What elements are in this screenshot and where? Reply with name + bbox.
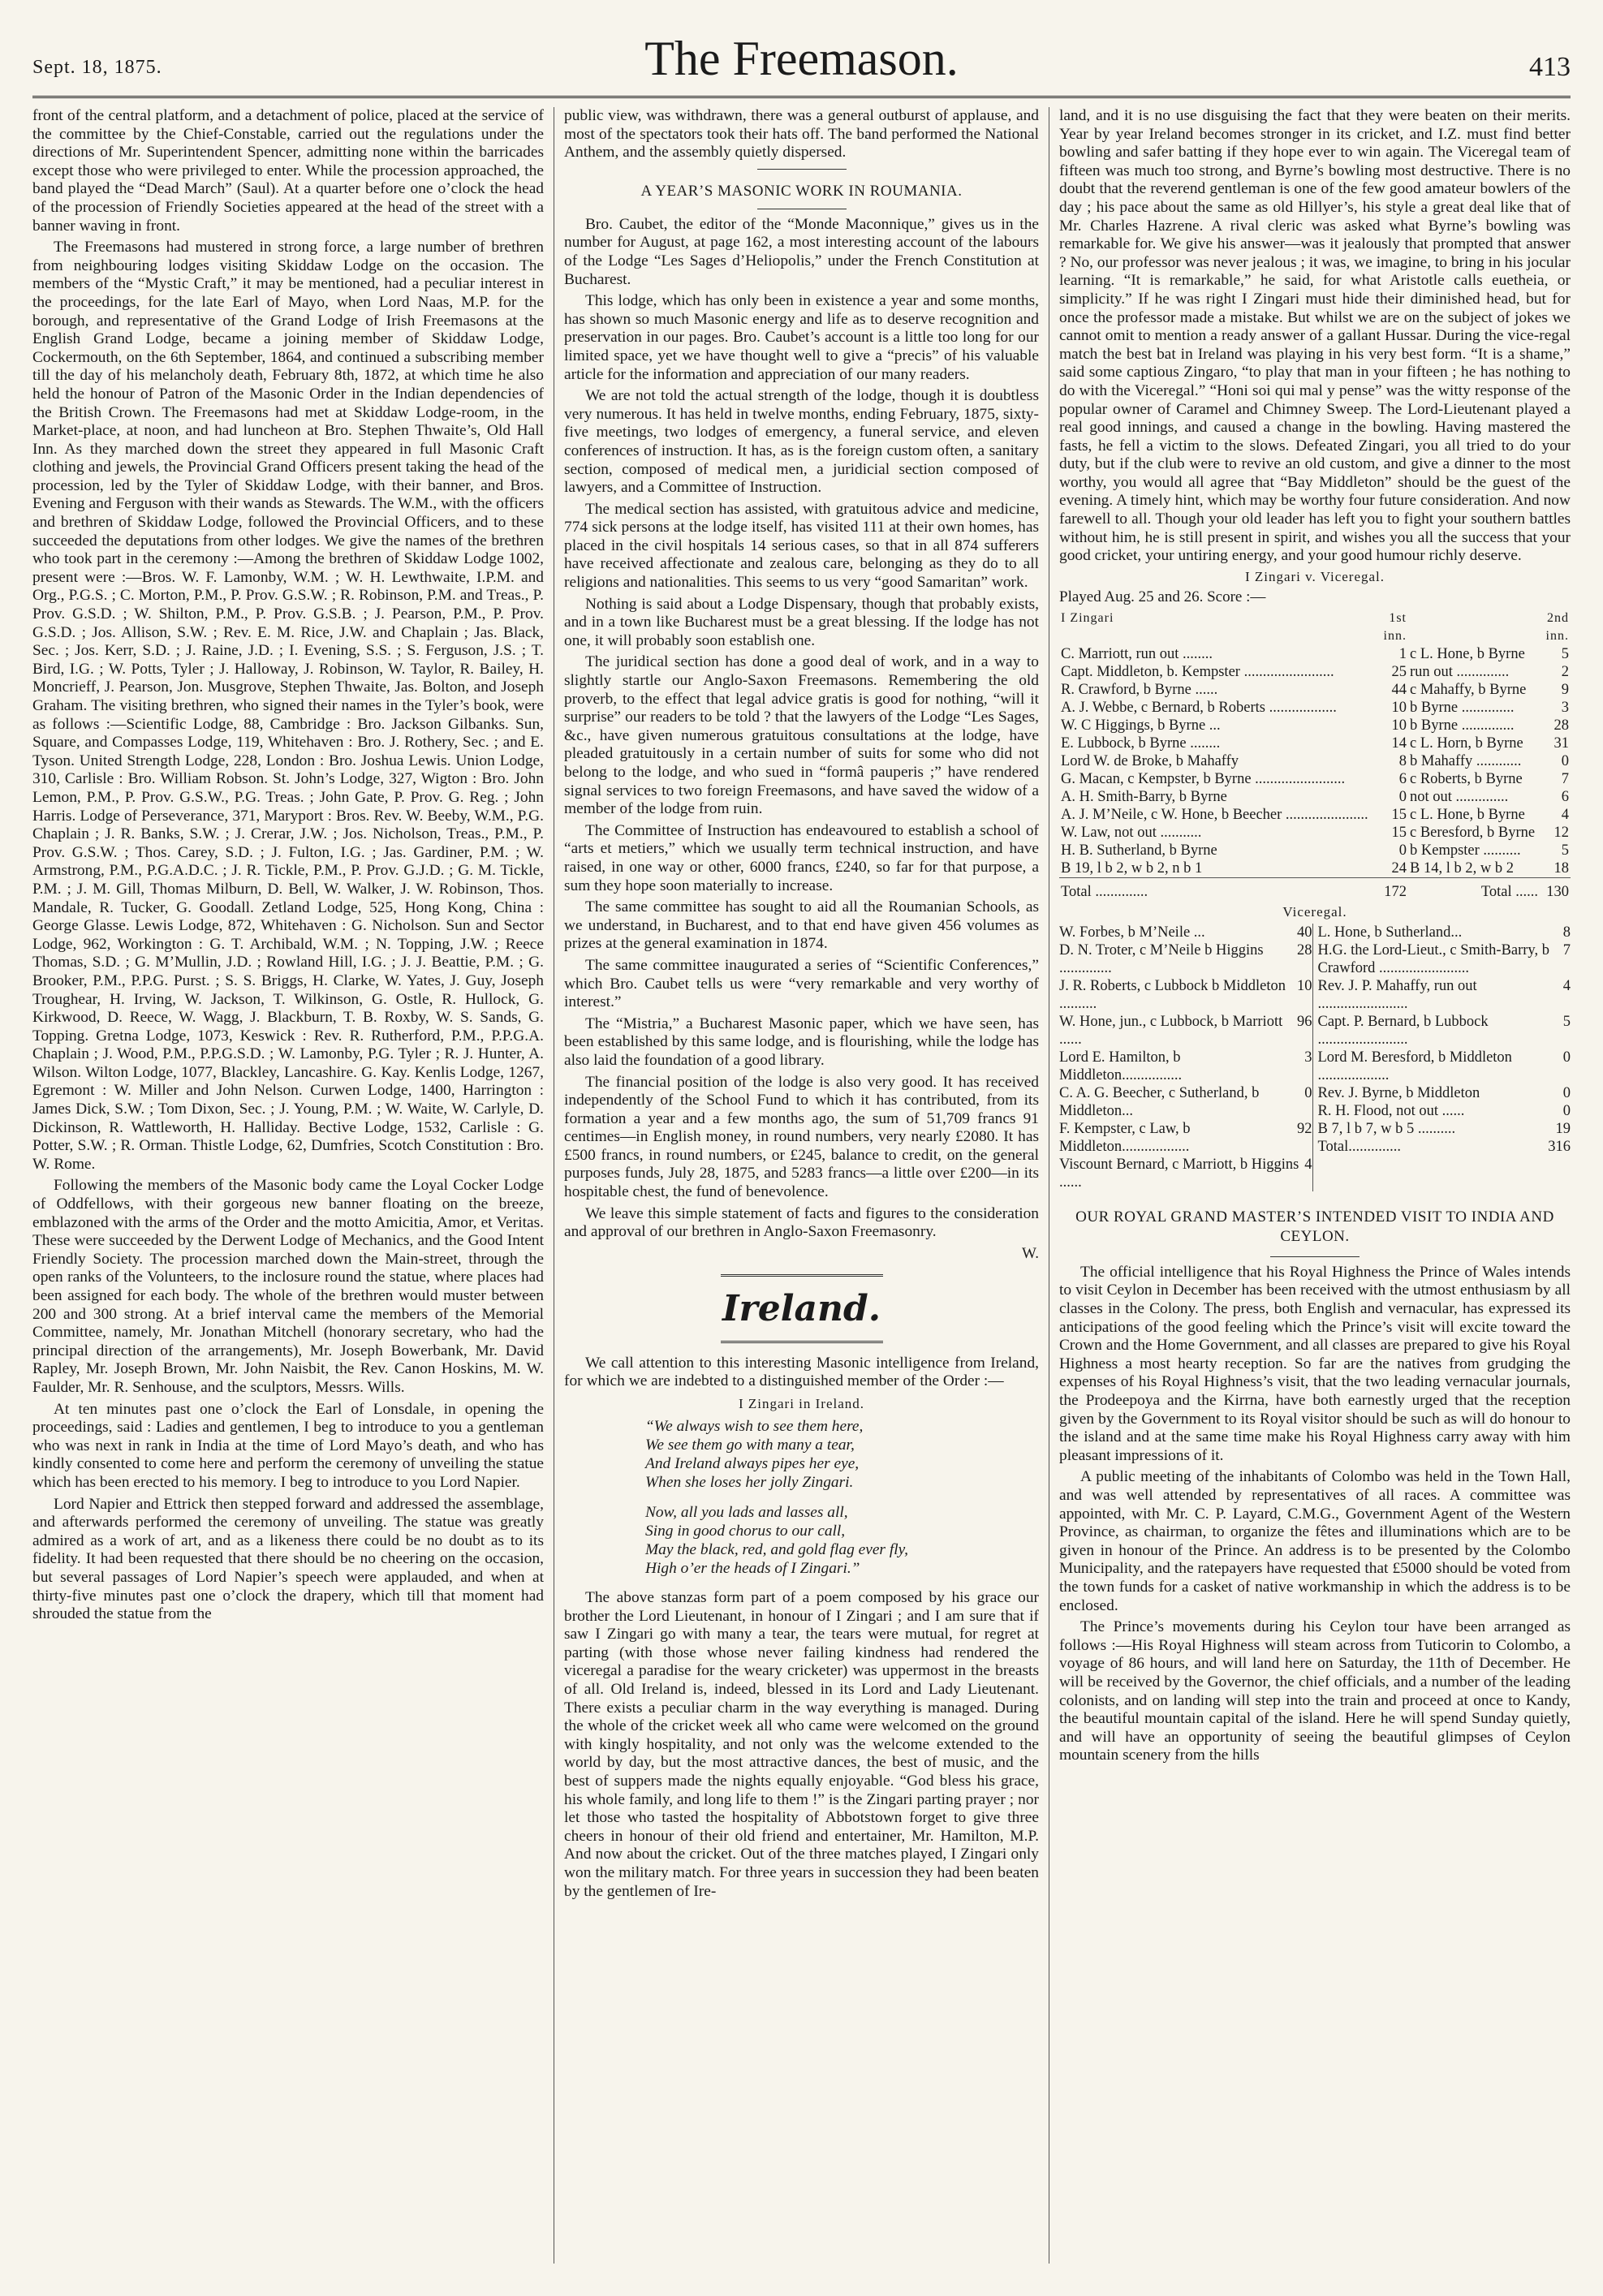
section-rule xyxy=(721,1274,883,1277)
scorecard-row xyxy=(1059,1084,1312,1120)
score-second: 0 xyxy=(1561,752,1569,769)
score-name: A. H. Smith-Barry, b Byrne xyxy=(1061,788,1227,805)
runs: 5 xyxy=(1562,1013,1571,1030)
batsman: Total.............. xyxy=(1317,1138,1401,1155)
runs: 28 xyxy=(1297,941,1312,958)
score-first: 14 xyxy=(1391,734,1407,752)
score-second: 5 xyxy=(1561,645,1569,662)
runs: 3 xyxy=(1304,1049,1312,1066)
column-2 xyxy=(564,107,1039,2264)
score-second-how: b Byrne .............. xyxy=(1410,699,1515,716)
score-first: 8 xyxy=(1398,752,1407,769)
article-paragraph: The “Mistria,” a Bucharest Masonic paper, which we have seen, has been established by this same lodge, and is flourishing, while the lodge has also laid the foundation of a good library. xyxy=(564,1014,1039,1069)
article-paragraph: The financial position of the lodge is also very good. It has received independently of the School Fund to which it has contributed, from its formation a year and a few months ago, the sum of 51,709 francs 91 centimes—in English money, in round numbers, very nearly £2080. It has £500 francs, in round numbers, or £245, balance to credit, on the general purposes funds, July 28, 1875, and 5283 francs—a little over £200—in its hospitable chest, the fund of benevolence. xyxy=(564,1073,1039,1201)
runs: 92 xyxy=(1297,1120,1312,1137)
masthead xyxy=(32,31,1571,93)
total-second-label: Total ...... xyxy=(1408,877,1540,901)
score-second: 3 xyxy=(1561,699,1569,716)
score-second: 7 xyxy=(1561,770,1569,787)
score-name: W. Law, not out ........... xyxy=(1061,824,1202,841)
scorecard-row xyxy=(1059,859,1571,878)
score-second-how: not out .............. xyxy=(1410,788,1509,805)
scorecard-row xyxy=(1318,1120,1571,1138)
score-name: R. Crawford, b Byrne ...... xyxy=(1061,681,1218,698)
runs: 10 xyxy=(1297,977,1312,994)
poem-line: “We always wish to see them here, xyxy=(645,1418,864,1436)
article-paragraph: The juridical section has done a good deal of work, and in a way to slightly startle our Anglo-Saxon Freemasons. Remembering the old proverb, to the effect that legal advice gratis is good for nothing, “will it surprise” our readers to be told ? that the lawyers of the Lodge “Les Sages, &c., have given numerous gratuitous consultations at the lodge, have pleaded gratuitously in a certain number of suits for some who did not belong to the lodge, and who sued in “formâ pauperis ;” have rendered signal services to two foreign Freemasons, and have saved the widow of a member of the lodge from ruin. xyxy=(564,653,1039,818)
batsman: H.G. the Lord-Lieut., c Smith-Barry, b Crawford ........................ xyxy=(1317,941,1549,976)
scorecard-row xyxy=(1059,1156,1312,1191)
runs: 0 xyxy=(1304,1084,1312,1101)
score-second: 4 xyxy=(1561,806,1569,823)
newspaper-title: The Freemason. xyxy=(644,32,959,85)
article-paragraph: The above stanzas form part of a poem composed by his grace our brother the Lord Lieutenant, in honour of I Zingari ; and I am sure that if saw I Zingari go with many a tear, the tears were mutual, for regret at parting (with those whose never failing kindness had rendered the viceregal a paradise for the weary cricketer) was uppermost in the breasts of all. Old Ireland is, indeed, blessed in its Lord and Lady Lieutenant. There exists a peculiar charm in the way everything is managed. During the whole of the cricket week all who came were welcomed on the ground with kingly hospitality, and not only was the welcome extended to the world by day, but the most attractive dances, the best of music, and the best of suppers made the nights equally enjoyable. “God bless his grace, his whole family, and long life to them !” is the Zingari parting prayer ; nor let those who tasted the hospitality of Abbotstown forget to give three cheers in honour of their old friend and entertainer, Mr. Hamilton, M.P. And now about the cricket. Out of the three matches played, I Zingari only won the military match. For three years in succession they had been beaten by the gentlemen of Ire- xyxy=(564,1589,1039,1900)
section-rule xyxy=(721,1341,883,1343)
score-name: A. J. M’Neile, c W. Hone, b Beecher ...................... xyxy=(1061,806,1368,823)
column-3 xyxy=(1059,107,1571,2264)
column-1 xyxy=(32,107,544,2264)
scorecard-row xyxy=(1059,734,1571,752)
poem-title: I Zingari in Ireland. xyxy=(738,1396,865,1412)
batsman: Lord M. Beresford, b Middleton ................... xyxy=(1317,1049,1512,1083)
article-paragraph: The same committee inaugurated a series of “Scientific Conferences,” which Bro. Caubet tells us were “very remarkable and very worthy of interest.” xyxy=(564,956,1039,1011)
scorecard-heading: I Zingari v. Viceregal. xyxy=(1244,568,1385,584)
score-second-how: b Kempster .......... xyxy=(1410,842,1521,859)
score-second-how: c L. Hone, b Byrne xyxy=(1410,806,1525,823)
article-paragraph: Following the members of the Masonic body came the Loyal Cocker Lodge of Oddfellows, with their gorgeous new banner floating on the breeze, emblazoned with the arms of the Order and the motto Amicitia, Amor, et Veritas. These were succeeded by the Derwent Lodge of Mechanics, and the Good Intent Friendly Society. The procession marched down the Main-street, through the open ranks of the Volunteers, to the inclosure round the statue, where places had been assigned for each body. The whole of the brethren would muster between 200 and 300 strong. At a brief interval came the members of the Memorial Committee, namely, Mr. Jonathan Mitchell (honorary secretary, who had the principal direction of the arrangements), Mr. Joseph Bowerbank, Mr. David Rapley, Mr. Joseph Brown, Mr. John Naisbit, the Rev. Canon Hoskins, M. W. Faulder, Mr. R. Senhouse, and the sculptors, Messrs. Wills. xyxy=(32,1177,544,1396)
article-paragraph: The same committee has sought to aid all the Roumanian Schools, as we understand, in Bucharest, and to that end have given 456 volumes as prizes at the general examination in 1874. xyxy=(564,898,1039,953)
article-paragraph: This lodge, which has only been in existence a year and some months, has shown so much Masonic energy and life as to deserve recognition and preservation in our pages. Bro. Caubet’s account is a little too long for our limited space, yet we have thought well to give a “precis” of his valuable article for the information and appreciation of our many readers. xyxy=(564,292,1039,383)
section-rule xyxy=(757,169,847,170)
score-first: 1 xyxy=(1398,645,1407,662)
runs: 8 xyxy=(1562,924,1571,941)
score-first: 0 xyxy=(1398,842,1407,859)
batsman: R. H. Flood, not out ...... xyxy=(1317,1102,1465,1119)
poem-line: High o’er the heads of I Zingari.” xyxy=(645,1560,860,1578)
scorecard-row xyxy=(1318,977,1571,1013)
article-paragraph: At ten minutes past one o’clock the Earl of Lonsdale, in opening the proceedings, said : Ladies and gentlemen, I beg to introduce to you a gentleman who was next in rank in India at the time of Lord Mayo’s death, and who has kindly consented to come here and perform the ceremony of unveiling the statue which has been erected to his memory. I beg to introduce to you Lord Napier. xyxy=(32,1400,544,1491)
score-name: A. J. Webbe, c Bernard, b Roberts .................. xyxy=(1061,699,1337,716)
runs: 19 xyxy=(1555,1120,1571,1137)
score-name: C. Marriott, run out ........ xyxy=(1061,645,1213,662)
score-first: 15 xyxy=(1391,824,1407,841)
score-second: 6 xyxy=(1561,788,1569,805)
article-paragraph: The Freemasons had mustered in strong force, a large number of brethren from neighbouring lodges visiting Skiddaw Lodge on the occasion. The members of the “Mystic Craft,” it may be mentioned, had a peculiar interest in the proceedings, for the late Earl of Mayo, when Lord Naas, M.P. for the borough, and representative of the Grand Lodge of Irish Freemasons at the English Grand Lodge, became a joining member of Skiddaw Lodge, Cockermouth, on the 6th September, 1864, and continued a subscribing member till the day of his melancholy death, February 8th, 1872, at which time he also held the honour of Patron of the Masonic Order in the Indian dependencies of the British Crown. The Freemasons had met at Skiddaw Lodge-room, in the Market-place, at noon, and had luncheon at Bro. Stephen Thwaite’s, Old Hall Inn. As they marched down the street they appeared in full Masonic Craft clothing and jewels, the Provincial Grand Officers present taking the head of the procession, led by the Tyler of Skiddaw Lodge, with their banner, and Bros. Evening and Ferguson with their wands as Stewards. The W.M., with the officers and brethren of Skiddaw Lodge, followed the Provincial Officers, and to these succeeded the deputations from other lodges. We give the names of the brethren who took part in the ceremony :—Among the brethren of Skiddaw Lodge 1002, present were :—Bros. W. F. Lamonby, W.M. ; W. H. Lewthwaite, I.P.M. and Org., P.G.S. ; C. Morton, P.M., P. Prov. G.S.W. ; R. Robinson, P.M. and Treas., P. Prov. G.S.D. ; W. Shilton, P.M., P. Prov. G.S.B. ; J. Pearson, P.M., P. Prov. G.S.D. ; Jos. Allison, S.W. ; Rev. E. M. Rice, J.W. and Chaplain ; Jas. Black, Sec. ; Jos. Kerr, S.D. ; J. Raine, J.D. ; I. Evening, S.S. ; S. Ferguson, J.S. ; T. Bird, I.G. ; W. Potts, Tyler ; J. Halloway, J. Robinson, W. Taylor, R. Bailey, H. Moncrieff, J. Pearson, Jon. Musgrove, Stephen Thwaite, Jas. Bolton, and Joseph Graham. The visiting brethren, who signed their names in the Tyler’s book, were as follows :—Scientific Lodge, 88, Cambridge : Bro. Jackson Gilbanks. Sun, Square, and Compasses Lodge, 119, Whitehaven : Bro. J. Rothery, Sec. ; and E. Tyson. United Strength Lodge, 228, London : Bro. Joshua Lewis. Union Lodge, 310, Carlisle : Bro. William Robson. St. John’s Lodge, 327, Wigton : Bro. John Lemon, P.M., P. Prov. G.S.W., P.G. Treas. ; John Gate, P. Prov. G. Reg. ; John Harris. Lodge of Perseverance, 371, Maryport : Bros. Rev. W. Beeby, W.M., P.G. Chaplain ; J. R. Banks, S.W. ; J. Crerar, J.W. ; Jos. Nicholson, Treas., P.M., P. Prov. G.S.W. ; Thos. Carey, S.D. ; J. Fulton, I.G. ; Jas. Gardiner, P.M. ; W. Armstrong, P.M., P.G.A.D.C. ; J. R. Tickle, P.M., P. Prov. G.J.D. ; G. M. Tickle, P.M. ; J. M. Gill, Thomas Milburn, D. Bell, W. Walker, J. W. Robinson, Thos. Mandale, R. Tucker, G. Goodall. Zetland Lodge, 525, Hong Kong, China : George Glasse. Lewis Lodge, 872, Whitehaven : G. Nicholson. Sun and Sector Lodge, 962, Workington : G. T. Archibald, W.M. ; N. Topping, J.W. ; Reece Thomas, S.D. ; G. M’Mullin, J.D. ; Rowland Hill, I.G. ; J. J. Beattie, P.M. ; G. Brooker, P.M., P.P.G. Purst. ; S. S. Briggs, H. Clarke, W. Yates, J. Guy, Joseph Troughear, H. Irving, W. Jackson, T. Wilkinson, G. Ostle, R. Hullock, G. Kirkwood, D. Reece, W. Wagg, J. Blackburn, T. B. Roxby, W. S. Sands, G. Topping. Gretna Lodge, 1073, Keswick : Rev. R. Rutherford, P.M., P.P.G.A. Chaplain ; J. Wood, P.M., P.P.G.S.D. ; W. Lamonby, P.G. Tyler ; R. J. Hunter, A. Wilson. Wilton Lodge, 1077, Blackley, Lancashire. G. Kay. Kenlis Lodge, 1267, Egremont : W. Miller and John Nelson. Curwen Lodge, 1400, Harrington : James Dick, S.W. ; Tom Dixon, Sec. ; J. Young, P.M. ; W. Waite, W. Carlyle, D. Dickinson, R. Wattleworth, H. Halliday. Bective Lodge, 1532, Carlisle : G. Potter, S.W. ; R. Orman. Thistle Lodge, 62, Dumfries, Scotch Constitution : Bro. W. Rome. xyxy=(32,239,544,1173)
score-second-how: c Roberts, b Byrne xyxy=(1410,770,1523,787)
batsman: Capt. P. Bernard, b Lubbock ........................ xyxy=(1317,1013,1489,1048)
runs: 4 xyxy=(1562,977,1571,994)
score-first: 24 xyxy=(1391,859,1407,877)
scorecard-row xyxy=(1318,1084,1571,1102)
batsman: L. Hone, b Sutherland... xyxy=(1317,924,1463,941)
scorecard-row xyxy=(1318,1138,1571,1156)
poem-line: We see them go with many a tear, xyxy=(645,1437,855,1454)
batsman: Rev. J. P. Mahaffy, run out ........................ xyxy=(1317,977,1477,1012)
score-second-how: c L. Horn, b Byrne xyxy=(1410,734,1523,752)
score-name: G. Macan, c Kempster, b Byrne ........................ xyxy=(1061,770,1346,787)
scorecard-row xyxy=(1318,924,1571,941)
score-second: 31 xyxy=(1553,734,1569,752)
batsman: D. N. Troter, c M’Neile b Higgins .............. xyxy=(1059,941,1264,976)
article-paragraph: The official intelligence that his Royal Highness the Prince of Wales intends to visit Ceylon in December has been received with the utmost enthusiasm by all classes in the Colony. The press, both English and vernacular, has expressed its anticipations of the good feeling which the Prince’s visit will excite toward the Crown and the Home Government, and all classes are prepared to give his Royal Highness a most hearty reception. So far are the natives from grudging the expenses of his Royal Highness’s visit, that the two leading vernacular journals, the Prodeepoya and the Kirrna, have both earnestly urged that the reception given by the Government to its Royal visitor should be such as will do honour to the island and at the same time make his Royal Highness carry away with him pleasant impressions of it. xyxy=(1059,1263,1571,1464)
score-second-how: B 14, l b 2, w b 2 xyxy=(1410,859,1514,877)
innings-label: 1st inn. xyxy=(1383,610,1407,643)
runs: 0 xyxy=(1562,1084,1571,1101)
total-second: 130 xyxy=(1540,877,1571,901)
batsman: W. Hone, jun., c Lubbock, b Marriott ...... xyxy=(1059,1013,1283,1048)
batsman: Rev. J. Byrne, b Middleton xyxy=(1317,1084,1480,1101)
batsman: F. Kempster, c Law, b Middleton.................. xyxy=(1059,1120,1191,1155)
article-paragraph: We are not told the actual strength of the lodge, though it is doubtless very numerous. It has held in twelve months, ending February, 1875, sixty-five meetings, two lodges of emergency, a funeral service, and eleven conferences of instruction. It has, as is the foreign custom often, a sanitary section, composed of medical men, a juridicial section composed of lawyers, and a Committee of Instruction. xyxy=(564,387,1039,497)
scorecard-row xyxy=(1059,752,1571,770)
batsman: C. A. G. Beecher, c Sutherland, b Middleton... xyxy=(1059,1084,1260,1119)
score-second: 2 xyxy=(1561,663,1569,680)
score-name: H. B. Sutherland, b Byrne xyxy=(1061,842,1217,859)
score-second: 12 xyxy=(1553,824,1569,841)
scorecard-row xyxy=(1318,1102,1571,1120)
article-signature: W. xyxy=(1022,1244,1039,1262)
score-first: 0 xyxy=(1398,788,1407,805)
poem-line: May the black, red, and gold flag ever fly, xyxy=(645,1541,908,1559)
batsman: Lord E. Hamilton, b Middleton................ xyxy=(1059,1049,1183,1083)
scorecard-row xyxy=(1059,770,1571,788)
masthead-rule xyxy=(32,96,1571,98)
article-paragraph: Bro. Caubet, the editor of the “Monde Maconnique,” gives us in the number for August, at page 162, a most interesting account of the labours of the Lodge “Les Sages d’Heliopolis,” under the French Constitution at Bucharest. xyxy=(564,215,1039,288)
score-second-how: c Beresford, b Byrne xyxy=(1410,824,1536,841)
article-paragraph: land, and it is no use disguising the fact that they were beaten on their merits. Year by year Ireland becomes stronger in its cricket, and I.Z. must find better bowling and safer batting if they hope ever to win again. The Viceregal team of fifteen was much too strong, and Byrne’s bowling most destructive. There is no doubt that the reverend gentleman is one of the few good amateur bowlers of the day ; his pace about the same as old Hillyer’s, his style a great deal like that of Mr. Charles Hazrene. A rival cleric was asked what Byrne’s bowling was remarkable for. We give his answer—was it jealously that prompted that answer ? No, our professor was never jealous ; it was, we imagine, to bring in his jocular learning. “It is remarkable,” he said, for what Aristotle calls euetheia, or simplicity.” If he was right I Zingari must hide their diminished head, but for once the professor made a mistake. But whilst we are on the subject of jokes we cannot omit to mention a ready answer of a gallant Hussar. During the vice-regal match the best bat in Ireland was playing in his very best form. “It is a shame,” said some captious Zingaro, “to play that man in your fifteen ; he has nothing to do with the Viceregal.” “Honi soi qui mal y pense” was the witty response of the popular owner of Caramel and Chimney Sweep. The Lord-Lieutenant played a real good innings, and caused a change in the bowling. Having mastered the fasts, he fell a victim to the slows. Defeated Zingari, you all tried to do your duty, but if the club were to revive an old custom, and give a dinner to the most worthy, you would all agree that “Bay Middleton” should be the guest of the evening. A timely hint, which may be worthy four future consideration. And now farewell to all. Though your old leader has left you to fight your southern battles without him, he is still present in spirit, and wishes you all the success that your good cricket, your untiring energy, and your good humour richly deserve. xyxy=(1059,107,1571,565)
batsman: W. Forbes, b M’Neile ... xyxy=(1059,924,1205,941)
article-paragraph: The Prince’s movements during his Ceylon tour have been arranged as follows :—His Royal Highness will steam across from Tuticorin to Colombo, a voyage of 86 hours, and will land here on Saturday, the 11th of December. He will be received by the Governor, the chief officials, and a number of the leading colonists, and on landing will step into the train and proceed at once to Kandy, the beautiful mountain capital of the island. Here he will spend Sunday quietly, and will have an opportunity of seeing the beautiful glimpses of Ceylon mountain scenery from the hills xyxy=(1059,1618,1571,1764)
zingari-scorecard xyxy=(1059,610,1571,901)
score-name: W. C Higgings, b Byrne ... xyxy=(1061,717,1221,734)
score-second-how: b Mahaffy ............ xyxy=(1410,752,1522,769)
score-second-how: b Byrne .............. xyxy=(1410,717,1515,734)
score-second: 18 xyxy=(1553,859,1569,877)
scorecard-row xyxy=(1059,806,1571,824)
score-first: 10 xyxy=(1391,717,1407,734)
score-name: E. Lubbock, b Byrne ........ xyxy=(1061,734,1221,752)
scorecard-row xyxy=(1059,645,1571,663)
issue-date: Sept. 18, 1875. xyxy=(32,57,162,78)
article-paragraph: A public meeting of the inhabitants of Colombo was held in the Town Hall, and was well attended by representatives of all races. A committee was appointed, with Mr. C. P. Layard, C.M.G., Government Agent of the Western Province, as chairman, to organize the fêtes and illuminations which are to be given in honour of the Prince. An address is to be presented by the Colombo Municipality, and the ratepayers have requested that £5000 should be voted from the town funds for a casket of native workmanship in which the address is to be enclosed. xyxy=(1059,1468,1571,1614)
score-second: 5 xyxy=(1561,842,1569,859)
total-label: Total .............. xyxy=(1059,877,1377,901)
score-name: B 19, l b 2, w b 2, n b 1 xyxy=(1061,859,1203,877)
runs: 96 xyxy=(1297,1013,1312,1030)
runs: 0 xyxy=(1562,1102,1571,1119)
innings-label: 2nd inn. xyxy=(1545,610,1569,643)
viceregal-right xyxy=(1312,924,1571,1191)
page-number: 413 xyxy=(1529,52,1571,82)
scorecard-row xyxy=(1318,941,1571,977)
score-name: Capt. Middleton, b. Kempster ........................ xyxy=(1061,663,1334,680)
scorecard-row xyxy=(1059,842,1571,859)
scorecard-row xyxy=(1059,924,1312,941)
runs: 0 xyxy=(1562,1049,1571,1066)
scorecard-row xyxy=(1059,1120,1312,1156)
article-paragraph: The Committee of Instruction has endeavoured to establish a school of “arts et metiers,” which we usually term technical instruction, and have raised, in one way or other, 6000 francs, £240, so far for that purpose, a sum they hope soon materially to increase. xyxy=(564,821,1039,894)
batsman: B 7, l b 7, w b 5 .......... xyxy=(1317,1120,1456,1137)
article-paragraph: Lord Napier and Ettrick then stepped forward and addressed the assemblage, and afterwards performed the ceremony of unveiling. The statue was greatly admired as a work of art, and as a likeness there could be no doubt as to its fidelity. It had been requested that there should be no cheering on the occasion, but several passages of Lord Napier’s speech were applauded, and when at thirty-five minutes past one o’clock the drapery, which till that moment had shrouded the statue from the xyxy=(32,1495,544,1623)
score-second: 28 xyxy=(1553,717,1569,734)
scorecard-row xyxy=(1059,788,1571,806)
poem-stanza xyxy=(645,1417,1039,1492)
score-first: 15 xyxy=(1391,806,1407,823)
runs: 40 xyxy=(1297,924,1312,941)
runs: 4 xyxy=(1304,1156,1312,1173)
scorecard-row xyxy=(1059,663,1571,681)
viceregal-heading: Viceregal. xyxy=(1282,903,1347,920)
score-name: Lord W. de Broke, b Mahaffy xyxy=(1061,752,1239,769)
scorecard-row xyxy=(1318,1013,1571,1049)
section-rule xyxy=(1270,1256,1360,1257)
scorecard-played: Played Aug. 25 and 26. Score :— xyxy=(1059,588,1266,605)
score-second-how: c Mahaffy, b Byrne xyxy=(1410,681,1527,698)
total-first: 172 xyxy=(1377,877,1408,901)
article-paragraph: front of the central platform, and a detachment of police, placed at the service of the committee by the Chief-Constable, carried out the regulations under the directions of Mr. Superintendent Spencer, admitting none within the barricades except those who were privileged to enter. While the procession approached, the band played the “Dead March” (Saul). At a quarter before one o’clock the head of the procession of Friendly Societies appeared at the head of the street with a banner waving in front. xyxy=(32,107,544,235)
score-second-how: run out .............. xyxy=(1410,663,1510,680)
poem-line: Sing in good chorus to our call, xyxy=(645,1523,846,1540)
poem-line: When she loses her jolly Zingari. xyxy=(645,1474,854,1492)
poem-line: And Ireland always pipes her eye, xyxy=(645,1455,860,1473)
roumania-heading: A YEAR’S MASONIC WORK IN ROUMANIA. xyxy=(640,182,963,200)
article-paragraph: The medical section has assisted, with gratuitous advice and medicine, 774 sick persons at the lodge itself, has visited 111 at their own homes, has placed in the civil hospitals 14 serious cases, so that in all 874 sufferers have received affectionate and zealous care, belonging as they do to all religions and nationalities. This seems to us very “good Samaritan” work. xyxy=(564,500,1039,592)
scorecard-row xyxy=(1059,717,1571,734)
visit-heading: OUR ROYAL GRAND MASTER’S INTENDED VISIT TO INDIA AND CEYLON. xyxy=(1075,1208,1554,1245)
scorecard-row xyxy=(1059,1049,1312,1084)
score-first: 25 xyxy=(1391,663,1407,680)
poem-stanza xyxy=(645,1503,1039,1578)
ireland-section-title: Ireland. xyxy=(722,1287,881,1329)
batsman: J. R. Roberts, c Lubbock b Middleton .......... xyxy=(1059,977,1286,1012)
scorecard-row xyxy=(1059,1013,1312,1049)
score-first: 6 xyxy=(1398,770,1407,787)
scorecard-row xyxy=(1059,681,1571,699)
article-paragraph: We call attention to this interesting Masonic intelligence from Ireland, for which we are indebted to a distinguished member of the Order :— xyxy=(564,1354,1039,1390)
scorecard-row xyxy=(1059,699,1571,717)
runs: 7 xyxy=(1562,941,1571,958)
scorecard-row xyxy=(1318,1049,1571,1084)
article-paragraph: public view, was withdrawn, there was a general outburst of applause, and most of the spectators took their hats off. The band performed the National Anthem, and the assembly quietly dispersed. xyxy=(564,107,1039,162)
article-paragraph: Nothing is said about a Lodge Dispensary, though that probably exists, and in a town like Bucharest must be a great blessing. If the lodge has not one, it will probably soon establish one. xyxy=(564,595,1039,649)
scorecard-row xyxy=(1059,941,1312,977)
team-label: I Zingari xyxy=(1061,610,1114,625)
viceregal-left xyxy=(1059,924,1312,1191)
viceregal-scorecard xyxy=(1059,924,1571,1191)
article-paragraph: We leave this simple statement of facts and figures to the consideration and approval of our brethren in Anglo-Saxon Freemasonry. xyxy=(564,1204,1039,1241)
score-second-how: c L. Hone, b Byrne xyxy=(1410,645,1525,662)
scorecard-row xyxy=(1059,977,1312,1013)
score-first: 10 xyxy=(1391,699,1407,716)
score-first: 44 xyxy=(1391,681,1407,698)
poem-line: Now, all you lads and lasses all, xyxy=(645,1504,848,1522)
score-second: 9 xyxy=(1561,681,1569,698)
runs: 316 xyxy=(1548,1138,1571,1155)
batsman: Viscount Bernard, c Marriott, b Higgins ...... xyxy=(1059,1156,1299,1191)
scorecard-row xyxy=(1059,824,1571,842)
